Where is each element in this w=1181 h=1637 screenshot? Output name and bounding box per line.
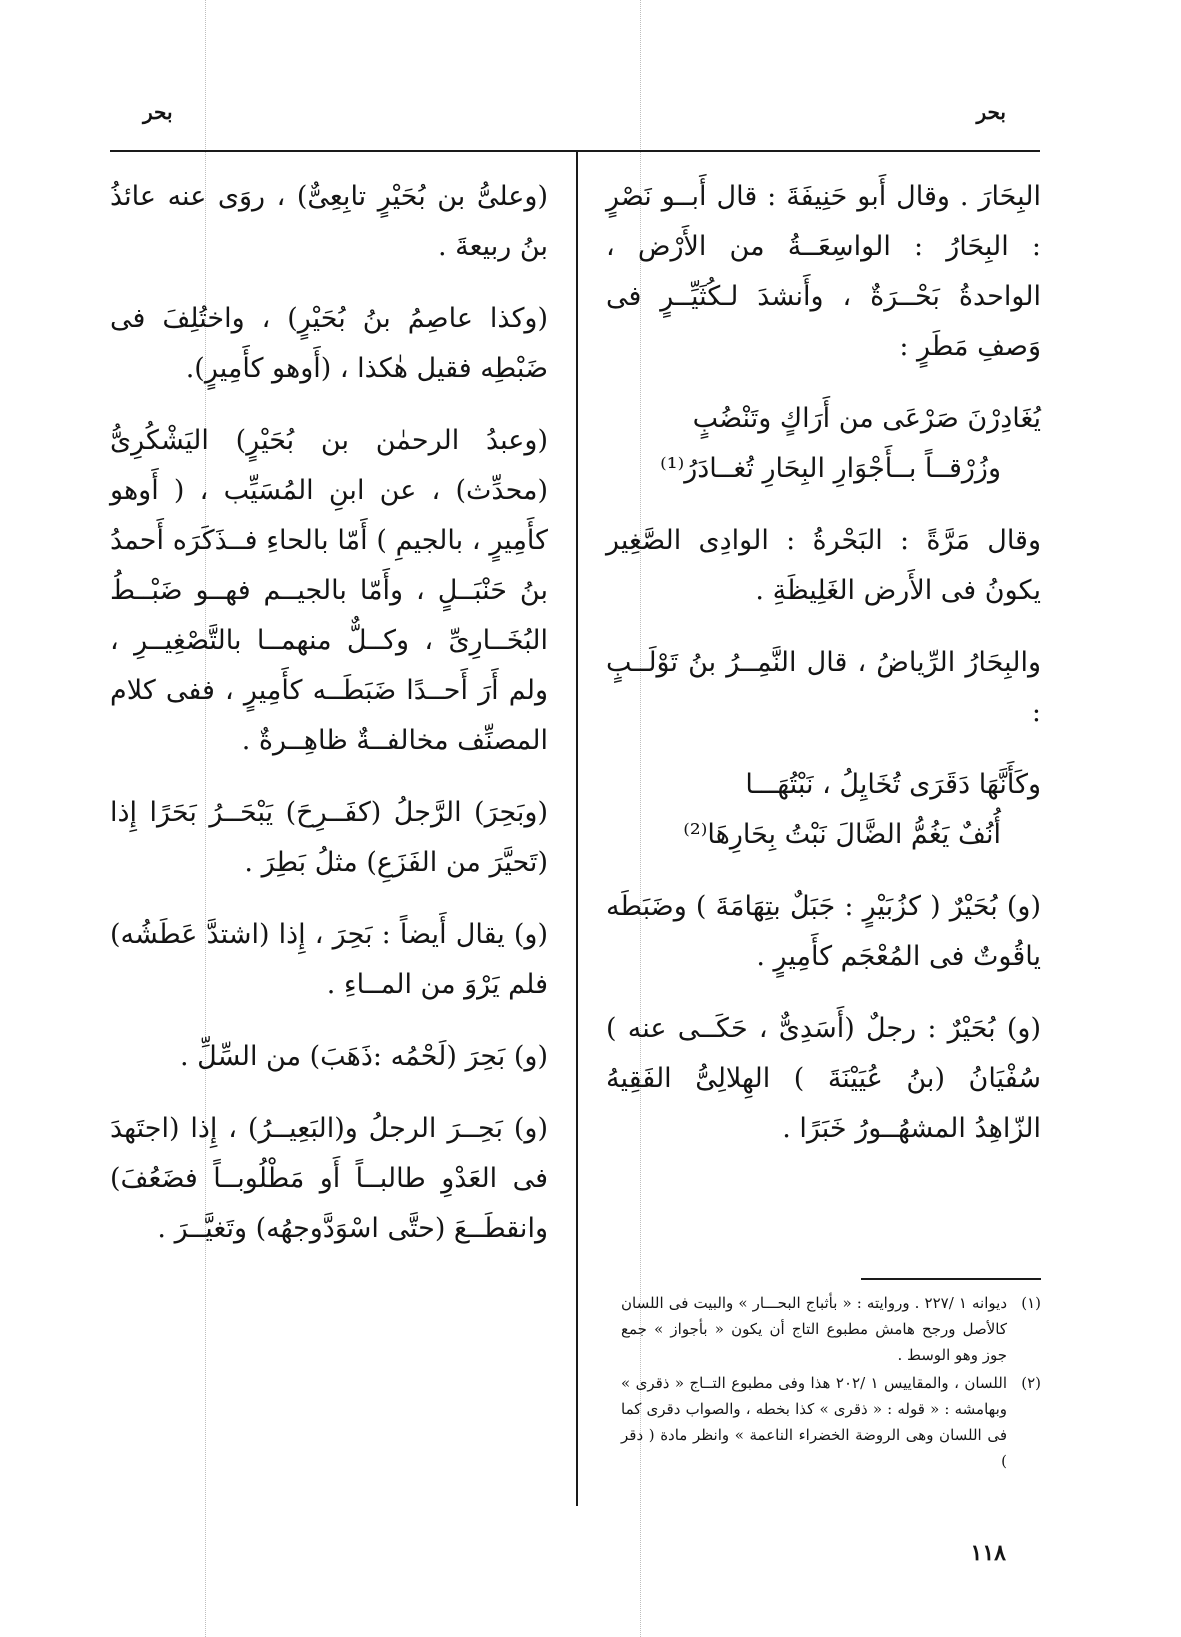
column-divider — [576, 152, 578, 1506]
poetry-verse — [606, 760, 1041, 860]
left-column — [110, 172, 548, 1276]
page-number: ١١٨ — [970, 1540, 1006, 1566]
verse-first-hemistich: يُغَادِرْنَ صَرْعَى من أَرَاكٍ وتَنْضُبٍ — [692, 403, 1041, 434]
footnote-rule — [861, 1278, 1041, 1280]
entry-paragraph: البِحَارَ . وقال أَبو حَنِيفَةَ : قال أَبــو نَصْرٍ : البِحَارُ : الواسِعَــةُ من الأَرْض ، الواحدةُ بَحْــرَةٌ ، وأَنشدَ لـكُثَيِّــرٍ فى وَصفِ مَطَرٍ : — [606, 181, 1041, 362]
footnote — [621, 1290, 1041, 1368]
footnote-text: ديوانه ١ /٢٢٧ . وروايته : « بأثباج البحـــار » والبيت فى اللسان كالأصل ورجح هامش مطبوع التاج أن يكون « بأجواز » جمع جوز وهو الوسط . — [621, 1294, 1008, 1364]
entry-paragraph: والبِحَارُ الرِّياضُ ، قال النَّمِــرُ بنُ تَوْلَــبٍ : — [606, 647, 1041, 728]
entry-paragraph: (و) بُحَيْرٌ ( كزُبَيْرٍ : جَبَلٌ بتِهَامَةَ ) وضَبَطَه ياقُوتٌ فى المُعْجَم كأَمِيرٍ . — [606, 891, 1041, 972]
entry-paragraph: (و) بَحِرَ (لَحْمُه :ذَهَبَ) من السِّلِّ . — [180, 1041, 548, 1072]
entry-paragraph: (وكذا عاصِمُ بنُ بُحَيْرٍ) ، واختُلِفَ فى ضَبْطِه فقيل هٰكذا ، (أَوهو كأَمِيرٍ). — [110, 303, 548, 384]
header-rule — [110, 150, 1040, 152]
footnotes — [621, 1290, 1041, 1476]
right-column — [606, 172, 1041, 1176]
footnote-text: اللسان ، والمقاييس ١ /٢٠٢ هذا وفى مطبوع التــاج « ذقرى » وبهامشه : « قوله : « ذقرى » كذا بخطه ، والصواب دقرى كما فى اللسان وهى الروضة الخضراء الناعمة » وانظر مادة ( دقر ) — [621, 1374, 1008, 1470]
entry-paragraph: (وبَحِرَ) الرَّجلُ (كفَــرِحَ) يَبْحَــرُ بَحَرًا إِذا (تَحيَّرَ من الفَزَعِ) مثلُ بَطِرَ . — [110, 797, 548, 878]
entry-paragraph: (و) بُحَيْرٌ : رجلٌ (أَسَدِىٌّ ، حَكَــى عنه ) سُفْيَانُ (بنُ عُيَيْنَةَ ) الهِلالِىُّ الفَقِيهُ الزّاهِدُ المشهُــورُ خَبَرًا . — [606, 1013, 1041, 1144]
verse-second-hemistich: أُنُفٌ يَغُمُّ الضَّالَ نَبْتُ بِحَارِهَا⁽²⁾ — [683, 819, 1001, 850]
entry-paragraph: (وعلىُّ بن بُحَيْرٍ تابِعِىٌّ) ، روَى عنه عائذُ بنُ ربيعةَ . — [110, 181, 548, 262]
footnote-number: (٢) — [1021, 1374, 1041, 1392]
footnote — [621, 1370, 1041, 1474]
verse-first-hemistich: وكَأَنَّهَا دَقَرَى تُخَايِلُ ، نَبْتُهَـــا — [745, 769, 1041, 800]
footnote-number: (١) — [1021, 1294, 1041, 1312]
entry-paragraph: وقال مَرَّةً : البَحْرةُ : الوادِى الصَّغِير يكونُ فى الأَرض الغَلِيظَةِ . — [606, 525, 1041, 606]
running-head-right: بحر — [976, 100, 1006, 124]
entry-paragraph: (وعبدُ الرحمٰن بن بُحَيْرٍ) اليَشْكُرِىُّ (محدِّث) ، عن ابنِ المُسَيِّب ، ( أَوهو كأَمِيرٍ ، بالجيمِ ) أَمّا بالحاءِ فــذَكَرَه أَحمدُ بنُ حَنْبَــلٍ ، وأَمّا بالجيــم فهــو ضَبْــطُ البُخَــارِىِّ ، وكــلٌّ منهمــا بالتَّصْغِيــرِ ، ولم أَرَ أَحــدًا ضَبَطَــه كأَمِيرٍ ، ففى كلام المصنِّف مخالفــةٌ ظاهِــرةٌ . — [110, 425, 548, 756]
poetry-verse — [606, 394, 1041, 494]
entry-paragraph: (و) يقال أَيضاً : بَحِرَ ، إِذا (اشتدَّ عَطَشُه) فلم يَرْوَ من المــاءِ . — [110, 919, 548, 1000]
entry-paragraph: (و) بَحِــرَ الرجلُ و(البَعِيــرُ) ، إِذا (اجتَهدَ فى العَدْوِ طالبــاً أَو مَطْلُوبــاً فضَعُفَ) وانقطَــعَ (حتَّى اسْوَدَّوجهُه) وتَغيَّــرَ . — [110, 1113, 548, 1244]
verse-second-hemistich: وزُرْقــاً بــأَجْوَارِ البِحَارِ تُغــادَرُ⁽¹⁾ — [660, 453, 1001, 484]
running-head-left: بحر — [143, 100, 173, 124]
